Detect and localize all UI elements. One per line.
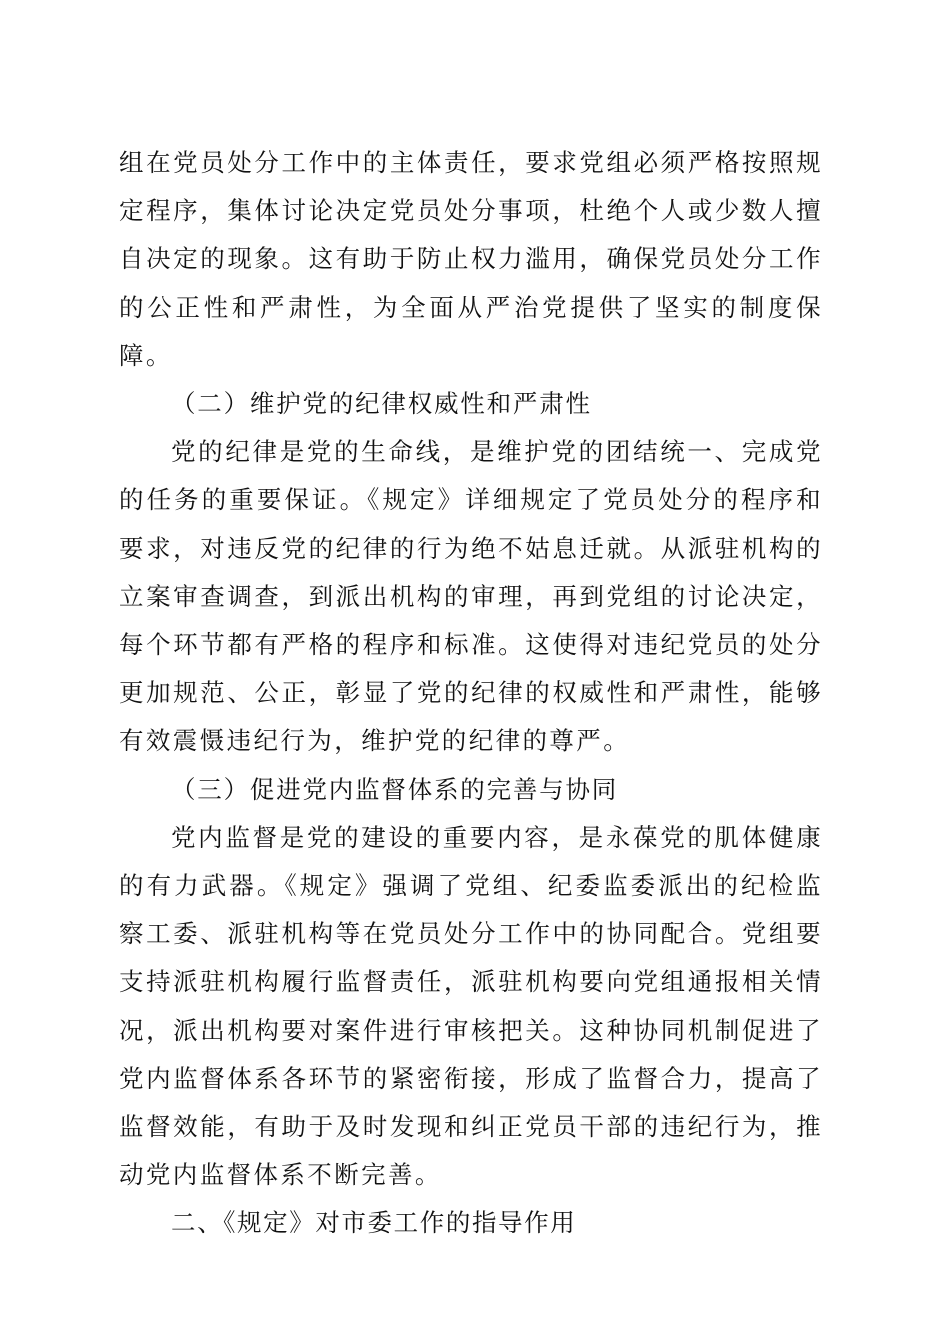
paragraph-discipline-authority: 党的纪律是党的生命线，是维护党的团结统一、完成党的任务的重要保证。《规定》详细规定了党员处分的程序和要求，对违反党的纪律的行为绝不姑息迁就。从派驻机构的立案审查调查，到派出机构的审理，再到党组的讨论决定，每个环节都有严格的程序和标准。这使得对违纪党员的处分更加规范、公正，彰显了党的纪律的权威性和严肃性，能够有效震慑违纪行为，维护党的纪律的尊严。: [119, 437, 823, 756]
section-title: 二、《规定》对市委工作的指导作用: [171, 1208, 577, 1238]
paragraph-supervision-system: 党内监督是党的建设的重要内容，是永葆党的肌体健康的有力武器。《规定》强调了党组、纪委监委派出的纪检监察工委、派驻机构等在党员处分工作中的协同配合。党组要支持派驻机构履行监督责任，派驻机构要向党组通报相关情况，派出机构要对案件进行审核把关。这种协同机制促进了党内监督体系各环节的紧密衔接，形成了监督合力，提高了监督效能，有助于及时发现和纠正党员干部的违纪行为，推动党内监督体系不断完善。: [119, 822, 823, 1190]
paragraph-intro: 组在党员处分工作中的主体责任，要求党组必须严格按照规定程序，集体讨论决定党员处分事项，杜绝个人或少数人擅自决定的现象。这有助于防止权力滥用，确保党员处分工作的公正性和严肃性，为全面从严治党提供了坚实的制度保障。: [119, 148, 823, 370]
subheading-supervision-system: （三）促进党内监督体系的完善与协同: [171, 774, 619, 804]
document-body: [119, 139, 823, 1248]
subheading-discipline-authority: （二）维护党的纪律权威性和严肃性: [171, 389, 592, 419]
